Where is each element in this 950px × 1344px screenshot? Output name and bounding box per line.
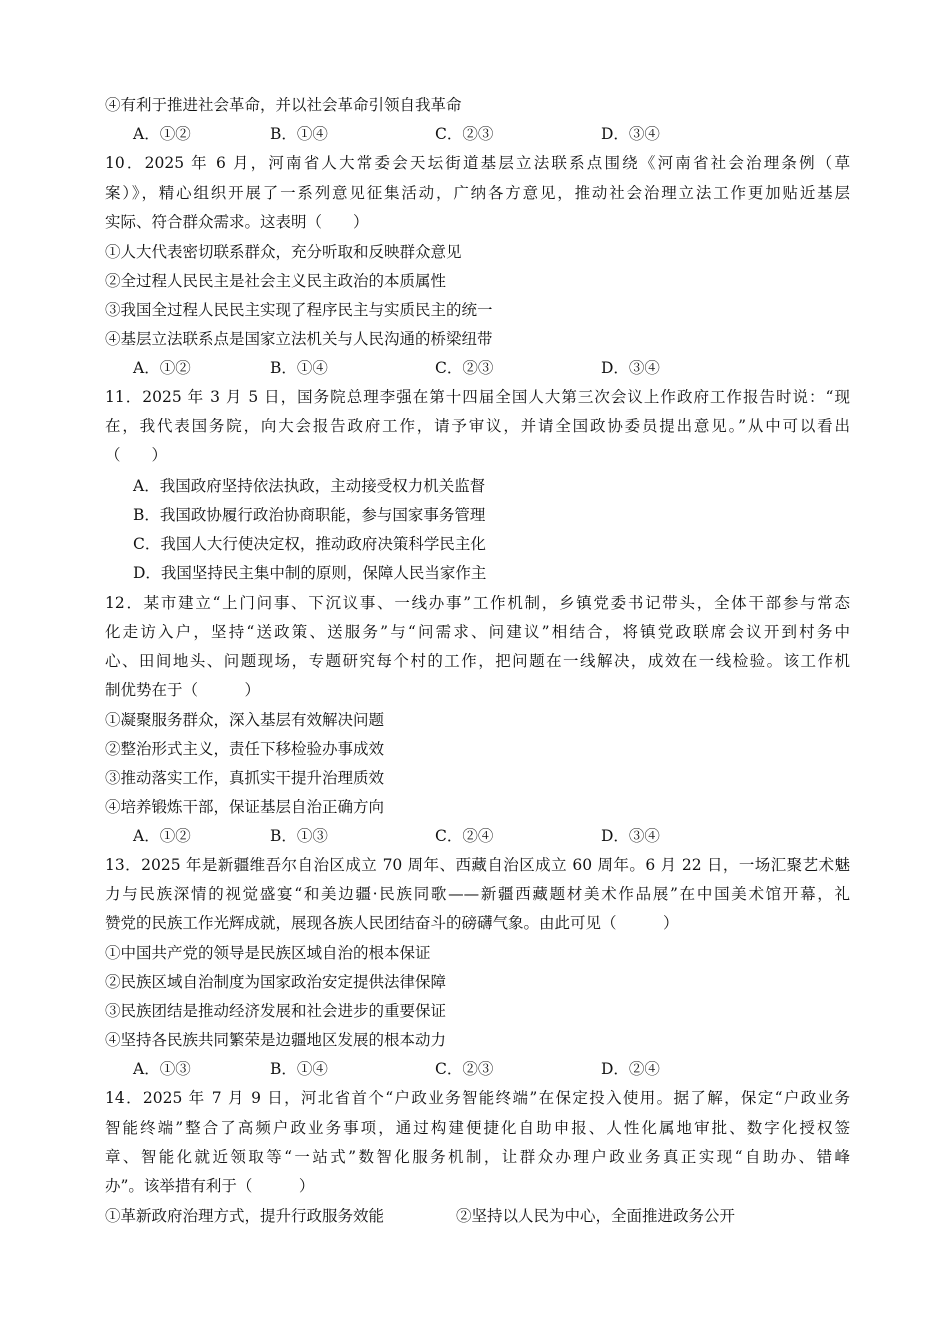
- q9-option-c: C．②③: [435, 125, 494, 143]
- q11-stem-line-1: 11．2025 年 3 月 5 日，国务院总理李强在第十四届全国人大第三次会议上作政府工作报告时说：“现: [105, 388, 850, 406]
- q11-choice-c: C．我国人大行使决定权，推动政府决策科学民主化: [133, 535, 486, 553]
- q10-item-3: ③我国全过程人民民主实现了程序民主与实质民主的统一: [105, 301, 493, 319]
- q14-stem-line-2: 智能终端”整合了高频户政业务事项，通过构建便捷化自助申报、人性化属地审批、数字化授权签: [105, 1119, 850, 1137]
- q10-item-2: ②全过程人民民主是社会主义民主政治的本质属性: [105, 272, 447, 290]
- q10-option-b: B．①④: [270, 359, 328, 377]
- q9-option-d: D．③④: [601, 125, 660, 143]
- q13-stem-line-3: 赞党的民族工作光辉成就，展现各族人民团结奋斗的磅礴气象。由此可见（ ）: [105, 914, 679, 932]
- q10-item-1: ①人大代表密切联系群众，充分听取和反映群众意见: [105, 243, 462, 261]
- q13-option-b: B．①④: [270, 1060, 328, 1078]
- q12-stem-line-1: 12．某市建立“上门问事、下沉议事、一线办事”工作机制，乡镇党委书记带头，全体干部参与常态: [105, 594, 850, 612]
- q11-stem-line-3: （ ）: [105, 446, 168, 464]
- q10-stem-line-1: 10．2025 年 6 月，河南省人大常委会天坛街道基层立法联系点围绕《河南省社会治理条例（草: [105, 154, 850, 172]
- q11-choice-b: B．我国政协履行政治协商职能，参与国家事务管理: [133, 506, 486, 524]
- q14-stem-line-4: 办”。该举措有利于（ ）: [105, 1177, 315, 1195]
- q10-stem-line-3: 实际、符合群众需求。这表明（ ）: [105, 213, 369, 231]
- q13-option-a: A．①③: [133, 1060, 191, 1078]
- q12-item-1: ①凝聚服务群众，深入基层有效解决问题: [105, 711, 385, 729]
- q12-item-2: ②整治形式主义，责任下移检验办事成效: [105, 740, 385, 758]
- q9-option-a: A．①②: [133, 125, 191, 143]
- q12-option-a: A．①②: [133, 827, 191, 845]
- q13-option-d: D．②④: [601, 1060, 660, 1078]
- q9-item-4: ④有利于推进社会革命，并以社会革命引领自我革命: [105, 96, 462, 114]
- q14-item-2: ②坚持以人民为中心，全面推进政务公开: [456, 1207, 736, 1225]
- q12-item-4: ④培养锻炼干部，保证基层自治正确方向: [105, 798, 385, 816]
- q12-stem-line-3: 心、田间地头、问题现场，专题研究每个村的工作，把问题在一线解决，成效在一线检验。该工作机: [105, 652, 850, 670]
- q12-item-3: ③推动落实工作，真抓实干提升治理质效: [105, 769, 385, 787]
- q13-stem-line-1: 13．2025 年是新疆维吾尔自治区成立 70 周年、西藏自治区成立 60 周年。6 月 22 日，一场汇聚艺术魅: [105, 856, 850, 874]
- q10-item-4: ④基层立法联系点是国家立法机关与人民沟通的桥梁纽带: [105, 330, 493, 348]
- q10-option-d: D．③④: [601, 359, 660, 377]
- q11-choice-a: A．我国政府坚持依法执政，主动接受权力机关监督: [133, 477, 486, 495]
- q13-item-1: ①中国共产党的领导是民族区域自治的根本保证: [105, 944, 431, 962]
- q12-option-b: B．①③: [270, 827, 328, 845]
- q13-item-3: ③民族团结是推动经济发展和社会进步的重要保证: [105, 1002, 447, 1020]
- q11-choice-d: D．我国坚持民主集中制的原则，保障人民当家作主: [133, 564, 487, 582]
- q13-item-4: ④坚持各民族共同繁荣是边疆地区发展的根本动力: [105, 1031, 447, 1049]
- q12-stem-line-2: 化走访入户，坚持“送政策、送服务”与“问需求、问建议”相结合，将镇党政联席会议开到村务中: [105, 623, 850, 641]
- q13-option-c: C．②③: [435, 1060, 494, 1078]
- q12-option-c: C．②④: [435, 827, 494, 845]
- q13-item-2: ②民族区域自治制度为国家政治安定提供法律保障: [105, 973, 447, 991]
- q14-stem-line-1: 14．2025 年 7 月 9 日，河北省首个“户政业务智能终端”在保定投入使用。据了解，保定“户政业务: [105, 1089, 850, 1107]
- q11-stem-line-2: 在，我代表国务院，向大会报告政府工作，请予审议，并请全国政协委员提出意见。”从中可以看出: [105, 417, 850, 435]
- q10-option-a: A．①②: [133, 359, 191, 377]
- q10-option-c: C．②③: [435, 359, 494, 377]
- q9-option-b: B．①④: [270, 125, 328, 143]
- q13-stem-line-2: 力与民族深情的视觉盛宴“和美边疆·民族同歌——新疆西藏题材美术作品展”在中国美术馆开幕，礼: [105, 885, 850, 903]
- q10-stem-line-2: 案）》，精心组织开展了一系列意见征集活动，广纳各方意见，推动社会治理立法工作更加贴近基层: [105, 184, 850, 202]
- q14-item-1: ①革新政府治理方式，提升行政服务效能: [105, 1207, 385, 1225]
- q14-stem-line-3: 章、智能化就近领取等“一站式”数智化服务机制，让群众办理户政业务真正实现“自助办、错峰: [105, 1148, 850, 1166]
- q12-option-d: D．③④: [601, 827, 660, 845]
- q12-stem-line-4: 制优势在于（ ）: [105, 681, 261, 699]
